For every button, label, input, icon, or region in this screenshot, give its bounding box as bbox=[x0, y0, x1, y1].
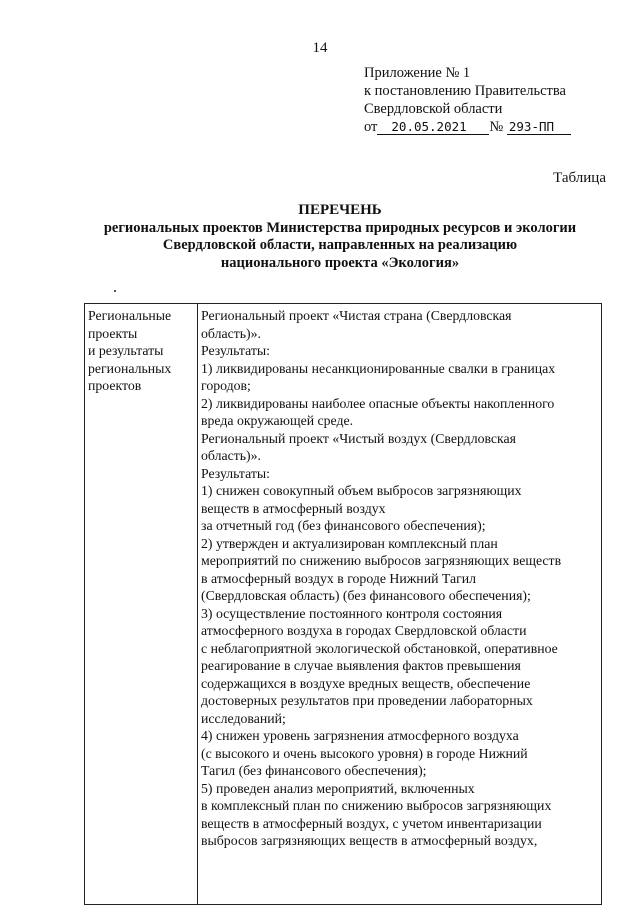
content-line: 5) проведен анализ мероприятий, включенных bbox=[201, 780, 475, 796]
appendix-line: Свердловской области bbox=[364, 101, 503, 117]
table-row bbox=[85, 304, 602, 905]
scan-speck bbox=[114, 290, 116, 292]
content-line: городов; bbox=[201, 378, 251, 393]
projects-content-cell bbox=[198, 304, 602, 905]
row-header-line: и результаты bbox=[88, 343, 164, 358]
content-line: реагирование в случае выявления фактов превышения bbox=[201, 658, 521, 673]
content-line: с неблагоприятной экологической обстановкой, оперативное bbox=[201, 640, 558, 656]
date-prefix: от bbox=[364, 119, 378, 135]
content-line: в атмосферный воздух в городе Нижний Тагил bbox=[201, 570, 477, 586]
content-line: Тагил (без финансового обеспечения); bbox=[201, 763, 427, 778]
content-line: Результаты: bbox=[201, 343, 270, 358]
content-line: 1) снижен совокупный объем выбросов загрязняющих bbox=[201, 483, 522, 498]
number-prefix: № bbox=[489, 119, 504, 135]
title-line: Свердловской области, направленных на реализацию bbox=[162, 237, 518, 253]
content-line: 1) ликвидированы несанкционированные свалки в границах bbox=[201, 360, 556, 376]
resolution-date-row bbox=[364, 118, 614, 136]
title-line: региональных проектов Министерства природных ресурсов и экологии bbox=[103, 219, 577, 236]
content-line: область)». bbox=[201, 448, 261, 463]
content-line: достоверных результатов при проведении лабораторных bbox=[201, 693, 533, 708]
resolution-date: 20.05.2021 bbox=[377, 119, 489, 135]
row-header-line: проектов bbox=[88, 378, 142, 393]
table-label: Таблица bbox=[553, 170, 606, 186]
content-line: исследований; bbox=[201, 710, 286, 726]
content-line: мероприятий по снижению выбросов загрязняющих веществ bbox=[201, 553, 562, 568]
content-line: 4) снижен уровень загрязнения атмосферного воздуха bbox=[201, 728, 519, 743]
content-line: (Свердловская область) (без финансового обеспечения); bbox=[201, 588, 531, 603]
projects-table bbox=[84, 303, 602, 905]
content-line: вреда окружающей среде. bbox=[201, 413, 354, 428]
resolution-number: 293-ПП bbox=[507, 119, 571, 135]
document-title bbox=[60, 202, 620, 272]
content-line: за отчетный год (без финансового обеспечения); bbox=[201, 518, 486, 533]
content-line: в комплексный план по снижению выбросов загрязняющих bbox=[201, 798, 552, 813]
title-heading: ПЕРЕЧЕНЬ bbox=[298, 202, 382, 218]
content-line: веществ в атмосферный воздух bbox=[201, 500, 386, 516]
appendix-line: Приложение № 1 bbox=[364, 65, 471, 81]
appendix-line: к постановлению Правительства bbox=[364, 83, 566, 99]
page-number: 14 bbox=[312, 40, 328, 56]
content-line: (с высокого и очень высокого уровня) в городе Нижний bbox=[201, 745, 528, 761]
content-line: содержащихся в воздухе вредных веществ, обеспечение bbox=[201, 675, 531, 691]
appendix-block bbox=[364, 64, 614, 136]
content-line: Региональный проект «Чистый воздух (Свердловская bbox=[201, 430, 517, 446]
row-header-line: проекты bbox=[88, 325, 138, 341]
content-line: Региональный проект «Чистая страна (Свердловская bbox=[201, 308, 512, 323]
content-line: область)». bbox=[201, 325, 261, 341]
row-header-cell bbox=[85, 304, 198, 905]
row-header-line: Региональные bbox=[88, 308, 172, 323]
content-line: 2) утвержден и актуализирован комплексный план bbox=[201, 535, 498, 551]
content-line: веществ в атмосферный воздух, с учетом инвентаризации bbox=[201, 815, 542, 831]
title-line: национального проекта «Экология» bbox=[220, 254, 460, 271]
content-line: атмосферного воздуха в городах Свердловской области bbox=[201, 623, 527, 638]
content-line: 2) ликвидированы наиболее опасные объекты накопленного bbox=[201, 395, 555, 411]
content-line: выбросов загрязняющих веществ в атмосферный воздух, bbox=[201, 833, 538, 848]
content-line: Результаты: bbox=[201, 465, 270, 481]
content-line: 3) осуществление постоянного контроля состояния bbox=[201, 605, 503, 621]
row-header-line: региональных bbox=[88, 360, 172, 376]
